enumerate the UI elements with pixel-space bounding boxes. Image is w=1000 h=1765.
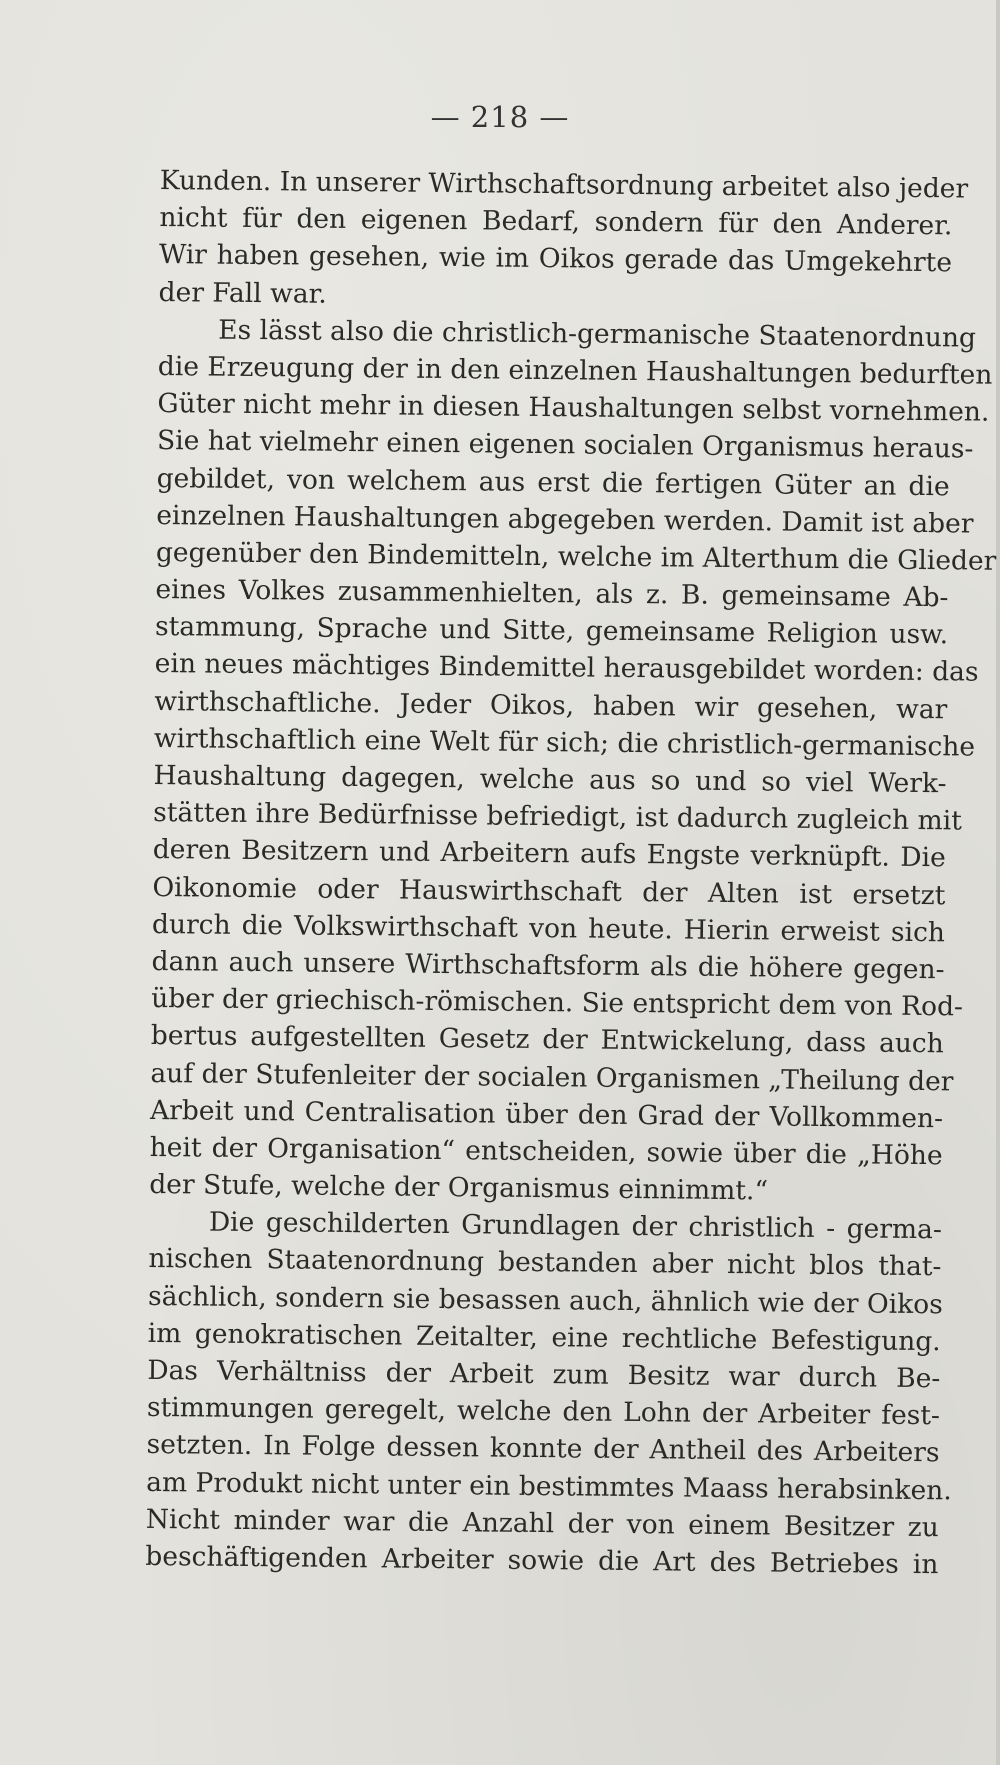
text-line: gegenüber den Bindemitteln, welche im Alterthum die Glieder	[155, 536, 997, 577]
text-line: auf der Stufenleiter der socialen Organismen „Theilung der	[150, 1057, 954, 1097]
text-line: Nicht minder war die Anzahl der von einem Besitzer zu	[145, 1503, 939, 1543]
text-line: Kunden. In unserer Wirthschaftsordnung arbeitet also jeder	[159, 164, 969, 205]
text-line: Haushaltung dagegen, welche aus so und so viel Werk-	[153, 759, 947, 800]
text-line: wirthschaftlich eine Welt für sich; die christlich-germanische	[153, 722, 976, 763]
text-line: bertus aufgestellten Gesetz der Entwickelung, dass auch	[150, 1020, 944, 1060]
text-line: im genokratischen Zeitalter, eine rechtliche Befestigung.	[147, 1317, 941, 1358]
text-line: einzelnen Haushaltungen abgegeben werden. Damit ist aber	[156, 499, 974, 540]
text-line: am Produkt nicht unter ein bestimmtes Maass herabsinken.	[146, 1466, 952, 1506]
text-line: dann auch unsere Wirthschaftsform als die höhere gegen-	[151, 945, 945, 986]
text-line: Arbeit und Centralisation über den Grad der Vollkommen-	[149, 1094, 944, 1134]
text-line: gebildet, von welchem aus erst die fertigen Güter an die	[156, 462, 950, 502]
body-text	[145, 162, 997, 1583]
text-line: Das Verhältniss der Arbeit zum Besitz war durch Be-	[147, 1354, 941, 1395]
text-line: Die geschilderten Grundlagen der christlich - germa-	[208, 1206, 943, 1246]
text-line: stätten ihre Bedürfnisse befriedigt, ist dadurch zugleich mit	[153, 797, 962, 837]
text-line: über der griechisch-römischen. Sie entspricht dem von Rod-	[151, 983, 964, 1023]
text-line: deren Besitzern und Arbeitern aufs Engste verknüpft. Die	[152, 834, 946, 874]
page-edge	[996, 0, 1000, 1765]
text-line: stimmungen geregelt, welche den Lohn der Arbeiter fest-	[146, 1392, 941, 1432]
text-line: durch die Volkswirthschaft von heute. Hierin erweist sich	[151, 908, 946, 949]
text-line: stammung, Sprache und Sitte, gemeinsame Religion usw.	[154, 611, 949, 651]
text-line: ein neues mächtiges Bindemittel herausgebildet worden: das	[154, 648, 979, 689]
text-line: nicht für den eigenen Bedarf, sondern für den Anderer.	[159, 202, 953, 242]
text-line: sächlich, sondern sie besassen auch, ähnlich wie der Oikos	[147, 1280, 943, 1320]
text-line: heit der Organisation“ entscheiden, sowie über die „Höhe	[149, 1131, 943, 1172]
text-line: Oikonomie oder Hauswirthschaft der Alten ist ersetzt	[152, 871, 946, 911]
text-line: nischen Staatenordnung bestanden aber nicht blos that-	[148, 1243, 942, 1283]
text-line: setzten. In Folge dessen konnte der Antheil des Arbeiters	[146, 1429, 940, 1469]
text-line: Güter nicht mehr in diesen Haushaltungen selbst vornehmen.	[157, 388, 990, 428]
text-line: der Stufe, welche der Organismus einnimmt.“	[149, 1169, 769, 1207]
text-line: eines Volkes zusammenhielten, als z. B. gemeinsame Ab-	[155, 574, 949, 614]
page-number: — 218 —	[430, 100, 570, 134]
text-line: wirthschaftliche. Jeder Oikos, haben wir gesehen, war	[154, 685, 948, 725]
text-line: Sie hat vielmehr einen eigenen socialen Organismus heraus-	[156, 425, 974, 465]
text-line: beschäftigenden Arbeiter sowie die Art des Betriebes in	[145, 1540, 939, 1581]
text-line: die Erzeugung der in den einzelnen Haushaltungen bedurften	[157, 350, 993, 391]
text-line: der Fall war.	[158, 276, 327, 310]
text-line: Es lässt also die christlich-germanische Staatenordnung	[218, 314, 977, 354]
text-line: Wir haben gesehen, wie im Oikos gerade das Umgekehrte	[158, 239, 953, 279]
